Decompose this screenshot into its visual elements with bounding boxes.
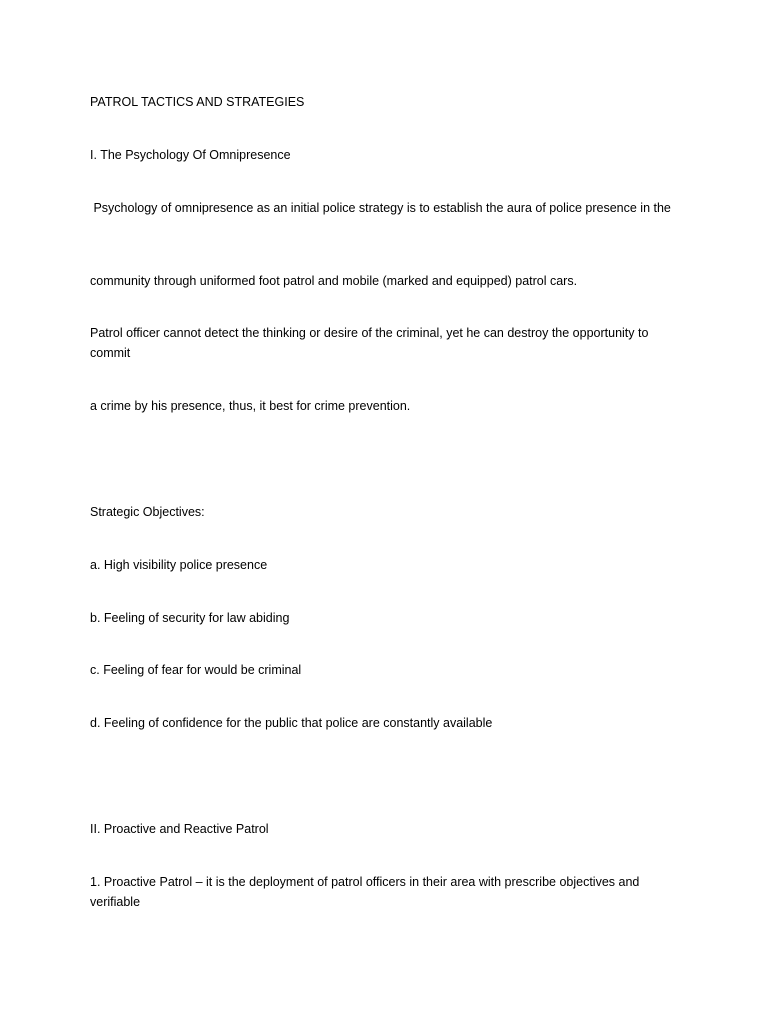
strategic-objectives-heading: Strategic Objectives: [90, 505, 205, 519]
section-heading-psychology-of-omnipresence: I. The Psychology Of Omnipresence [90, 148, 291, 162]
document-title: PATROL TACTICS AND STRATEGIES [90, 95, 305, 109]
list-item-proactive-patrol: 1. Proactive Patrol – it is the deployment of patrol officers in their area with prescribe objectives and verifiable [90, 875, 640, 909]
paragraph-omnipresence-line-1: Psychology of omnipresence as an initial police strategy is to establish the aura of police presence in the [90, 201, 671, 215]
objective-item-b: b. Feeling of security for law abiding [90, 611, 290, 625]
objective-item-a: a. High visibility police presence [90, 558, 268, 572]
paragraph-patrol-officer-line-2: a crime by his presence, thus, it best for crime prevention. [90, 399, 411, 413]
section-heading-proactive-and-reactive-patrol: II. Proactive and Reactive Patrol [90, 822, 269, 836]
objective-item-c: c. Feeling of fear for would be criminal [90, 663, 302, 677]
paragraph-patrol-officer-line-1: Patrol officer cannot detect the thinking or desire of the criminal, yet he can destroy the opportunity to commit [90, 326, 649, 360]
objective-item-d: d. Feeling of confidence for the public that police are constantly available [90, 716, 493, 730]
paragraph-omnipresence-line-2: community through uniformed foot patrol and mobile (marked and equipped) patrol cars. [90, 274, 578, 288]
